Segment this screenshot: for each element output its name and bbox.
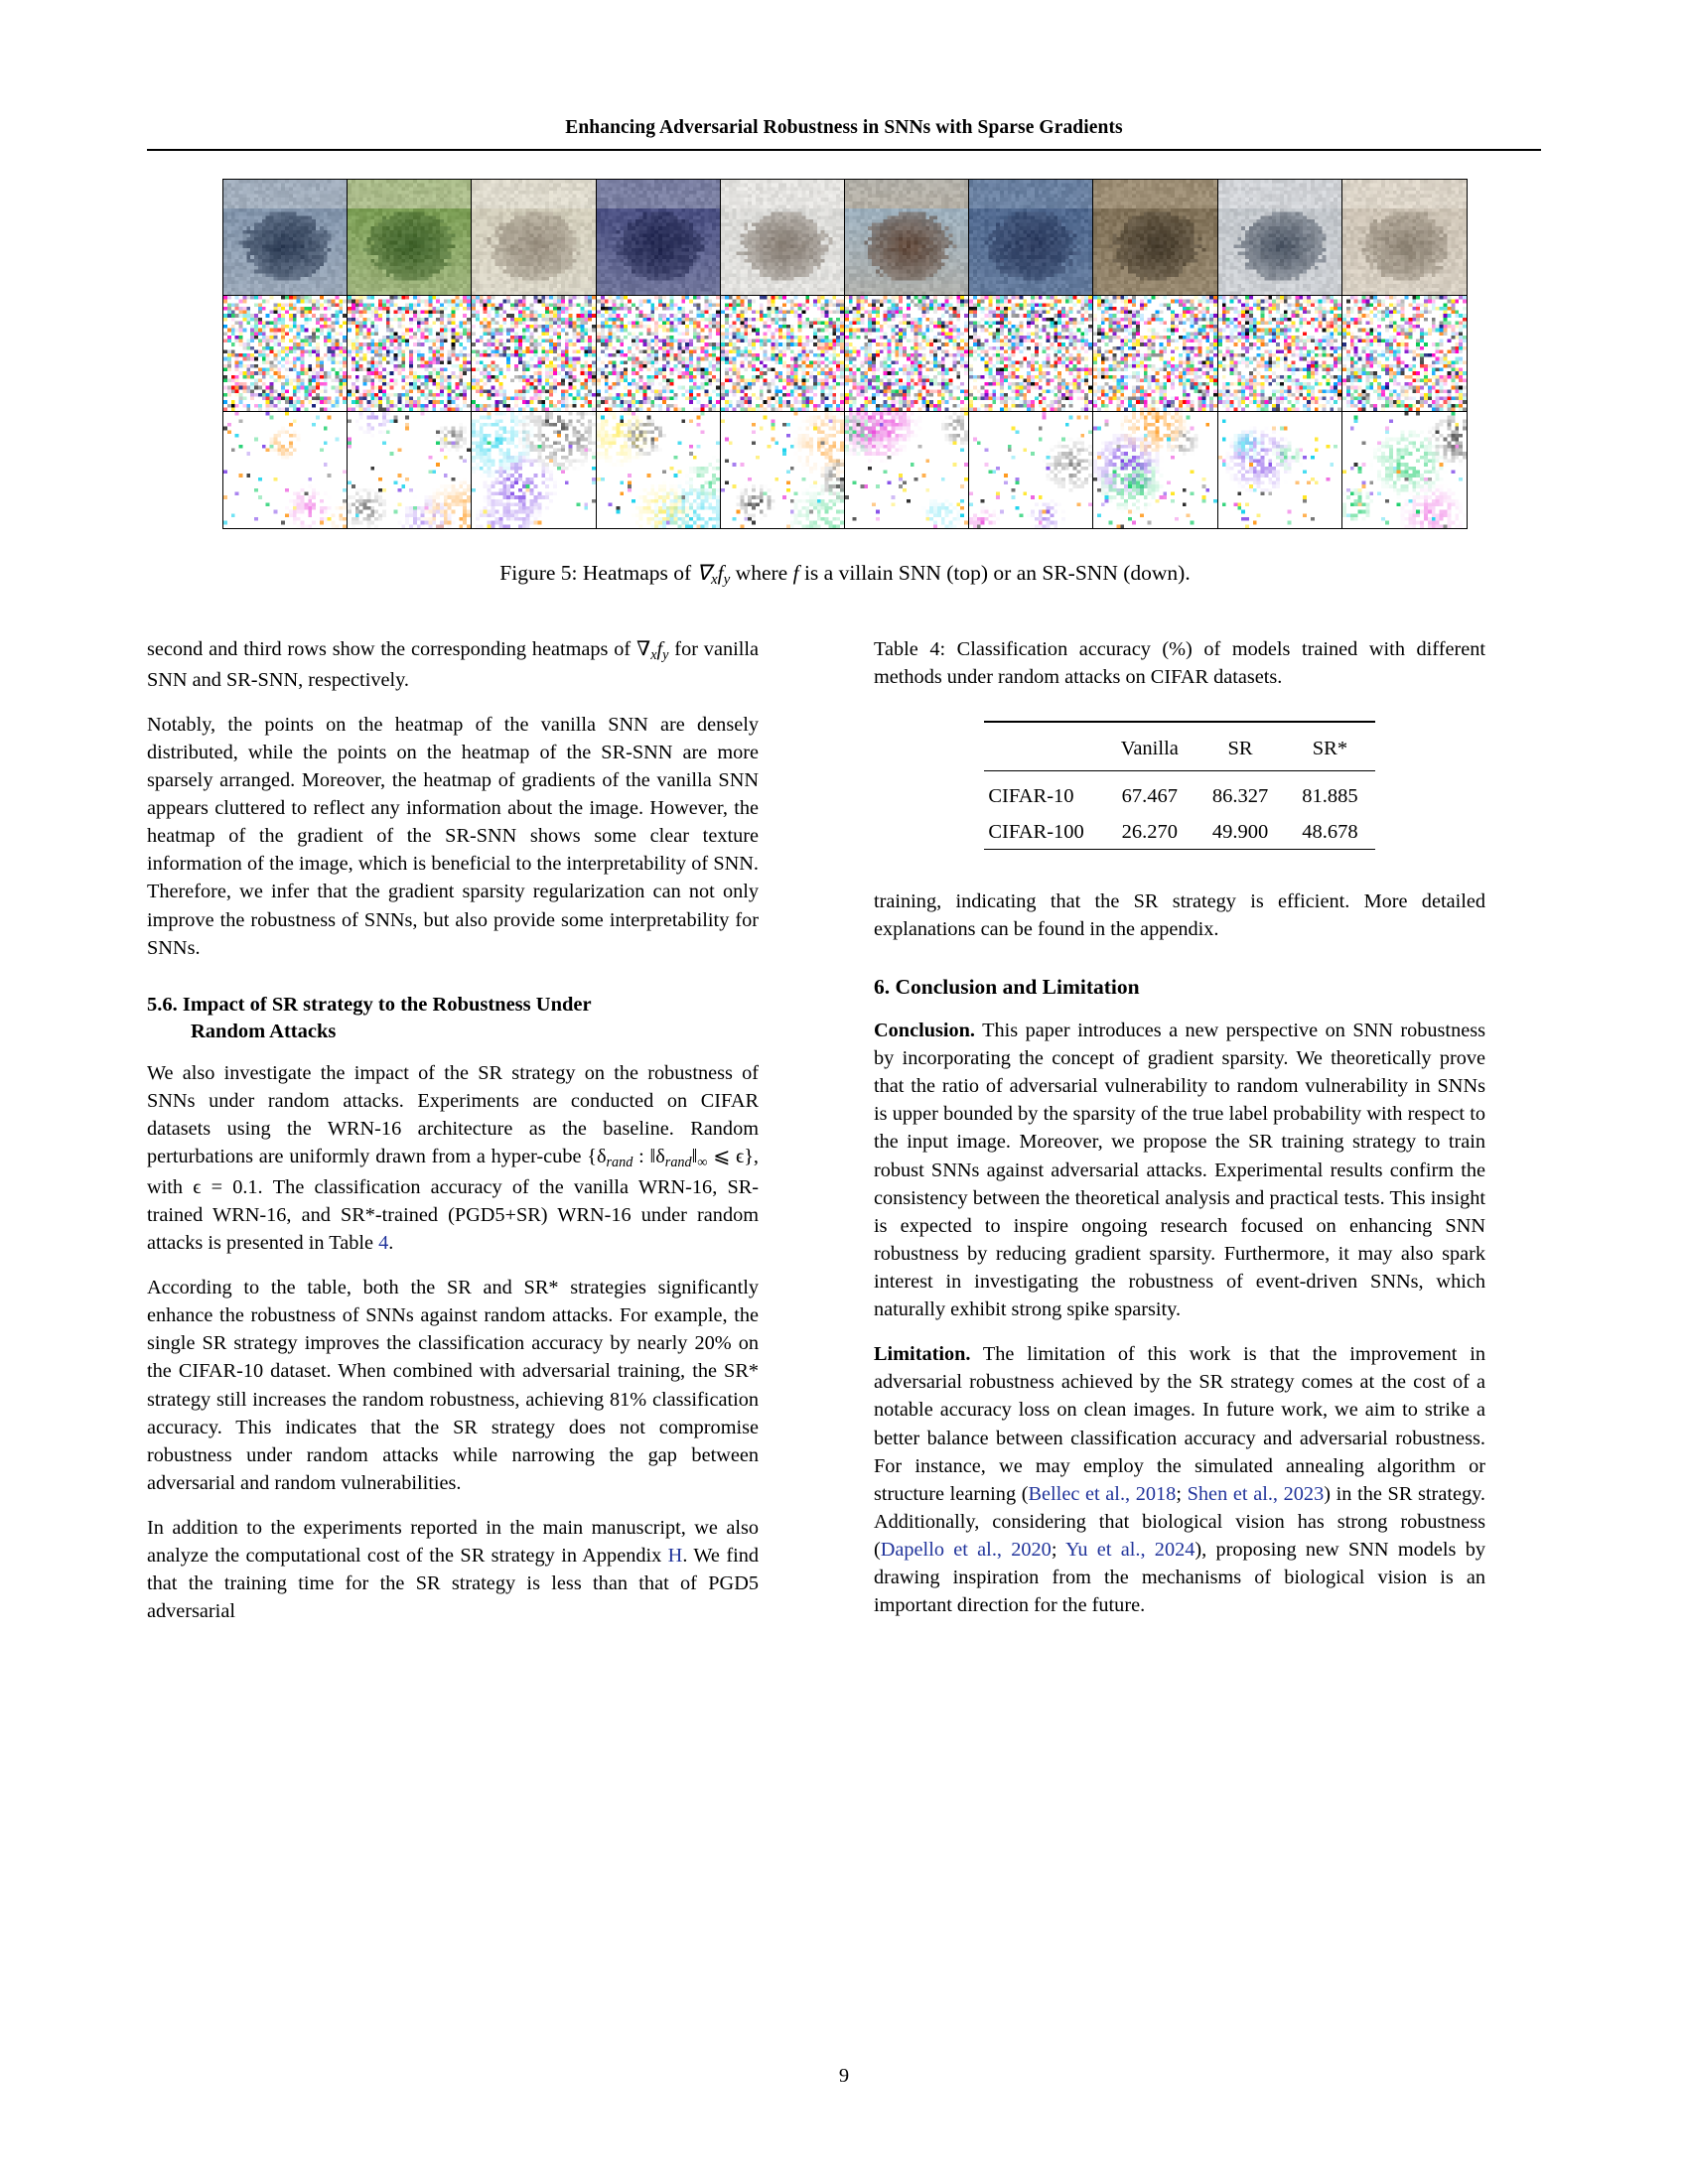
function-f-subscript-inline: y — [662, 646, 669, 663]
paragraph-continuation — [147, 635, 759, 694]
limitation-runin-label: Limitation. — [874, 1343, 971, 1366]
figure-cell-r3-c9 — [1218, 412, 1342, 528]
para3-text-d: ⩽ ϵ}, with ϵ = 0.1. The classification accuracy of the vanilla WRN-16, SR-trained WRN-16, and SR*-trained (PGD5+SR) WRN-16 under random attacks is presented in Table — [147, 1146, 759, 1254]
limitation-text-d: ; — [1051, 1539, 1065, 1562]
paragraph-experiments — [147, 1059, 759, 1257]
figure-5-caption — [222, 559, 1468, 591]
figure-cell-r3-c8 — [1093, 412, 1217, 528]
limitation-text-e: ), proposing new SNN models by drawing inspiration from the mechanisms of biological vision is an important direction for the future. — [874, 1539, 1485, 1617]
citation-bellec-2018[interactable]: Bellec et al., 2018 — [1028, 1482, 1177, 1505]
infinity-subscript: ∞ — [697, 1155, 708, 1171]
para5-text-a: In addition to the experiments reported in the main manuscript, we also analyze the computational cost of the SR strategy in Appendix — [147, 1516, 759, 1568]
para3-text-e: . — [388, 1231, 394, 1254]
paragraph-according-to-table: According to the table, both the SR and SR* strategies significantly enhance the robustness of SNNs against random attacks. For example, the single SR strategy improves the classification accuracy by nearly 20% on the CIFAR-10 dataset. When combined with adversarial training, the SR* strategy still increases the random robustness, achieving 81% classification accuracy. This indicates that the SR strategy does not compromise robustness under random attacks while narrowing the gap between adversarial and random vulnerabilities. — [147, 1277, 759, 1494]
delta-rand-subscript-1: rand — [606, 1155, 633, 1171]
table-4 — [984, 721, 1374, 854]
right-column — [874, 635, 1485, 1636]
table-cell: 49.900 — [1211, 820, 1269, 843]
figure-caption-text-2: where — [730, 561, 793, 585]
figure-cell-r1-c8 — [1093, 180, 1217, 296]
table-4-caption-text: Classification accuracy (%) of models trained with different methods under random attacks on CIFAR datasets. — [874, 638, 1485, 689]
citation-dapello-2020[interactable]: Dapello et al., 2020 — [880, 1539, 1052, 1562]
figure-cell-r2-c5 — [721, 296, 845, 412]
table-4-label: Table 4: — [874, 638, 946, 660]
figure-cell-r2-c2 — [348, 296, 472, 412]
table-cell: 48.678 — [1302, 820, 1358, 843]
table-row-label: CIFAR-10 — [988, 785, 1074, 808]
limitation-text-b: ; — [1176, 1482, 1188, 1505]
table-4-caption — [874, 635, 1485, 691]
function-f-2: f — [792, 561, 799, 585]
gradient-subscript-inline: x — [650, 646, 657, 663]
table-row-label: CIFAR-100 — [988, 820, 1084, 843]
figure-cell-r3-c10 — [1342, 412, 1467, 528]
table-column-header-2: SR — [1227, 738, 1253, 760]
paragraph-limitation — [874, 1340, 1485, 1619]
table-4-reference-link[interactable]: 4 — [378, 1231, 389, 1254]
figure-cell-r1-c2 — [348, 180, 472, 296]
figure-cell-r1-c9 — [1218, 180, 1342, 296]
figure-cell-r1-c7 — [969, 180, 1093, 296]
paragraph-training-efficiency: training, indicating that the SR strategy is efficient. More detailed explanations can be found in the appendix. — [874, 889, 1485, 940]
para3-text-a: We also investigate the impact of the SR strategy on the robustness of SNNs under random attacks. Experiments are conducted on CIFAR datasets using the WRN-16 architecture as the baseline. Random perturbations are uniformly drawn from a hyper-cube {δ — [147, 1061, 759, 1168]
running-header-title: Enhancing Adversarial Robustness in SNNs with Sparse Gradients — [565, 117, 1123, 138]
figure-cell-r1-c6 — [845, 180, 969, 296]
figure-cell-r3-c2 — [348, 412, 472, 528]
paragraph-conclusion — [874, 1017, 1485, 1323]
figure-image-grid — [222, 179, 1468, 529]
figure-cell-r2-c1 — [223, 296, 348, 412]
para3-text-b: : ‖δ — [633, 1146, 665, 1168]
figure-cell-r3-c1 — [223, 412, 348, 528]
figure-cell-r2-c3 — [472, 296, 596, 412]
figure-cell-r3-c3 — [472, 412, 596, 528]
figure-label: Figure 5: — [499, 561, 578, 585]
figure-cell-r3-c7 — [969, 412, 1093, 528]
figure-cell-r2-c6 — [845, 296, 969, 412]
header-rule — [147, 149, 1541, 151]
function-f-inline: f — [656, 638, 663, 660]
figure-cell-r3-c6 — [845, 412, 969, 528]
limitation-text-a: The limitation of this work is that the improvement in adversarial robustness achieved by the SR strategy comes at the cost of a notable accuracy loss on clean images. In future work, we aim to strike a better balance between classification accuracy and adversarial robustness. For instance, we may employ the simulated annealing algorithm or structure learning ( — [874, 1343, 1485, 1505]
figure-cell-r1-c5 — [721, 180, 845, 296]
table-column-header-0 — [984, 728, 1103, 770]
subsection-title-line2: Random Attacks — [191, 1020, 337, 1042]
paragraph-appendix — [147, 1514, 759, 1625]
table-row — [984, 774, 1374, 814]
gradient-symbol-inline: ∇ — [636, 638, 651, 660]
figure-cell-r1-c4 — [597, 180, 721, 296]
figure-caption-text-1: Heatmaps of — [582, 561, 697, 585]
figure-cell-r2-c4 — [597, 296, 721, 412]
figure-cell-r2-c10 — [1342, 296, 1467, 412]
figure-cell-r2-c9 — [1218, 296, 1342, 412]
table-cell: 81.885 — [1302, 785, 1358, 808]
table-row — [984, 814, 1374, 850]
delta-rand-subscript-2: rand — [664, 1155, 692, 1171]
table-cell: 67.467 — [1121, 785, 1179, 808]
figure-5 — [222, 179, 1468, 591]
function-f-subscript: y — [723, 572, 731, 589]
paragraph-notably: Notably, the points on the heatmap of the vanilla SNN are densely distributed, while the points on the heatmap of the SR-SNN are more sparsely arranged. Moreover, the heatmap of gradients of the vanilla SNN appears cluttered to reflect any information about the image. However, the heatmap of the gradient of the SR-SNN shows some clear texture information of the image, which is beneficial to the interpretability of SNN. Therefore, we infer that the gradient sparsity regularization can not only improve the robustness of SNNs, but also provide some interpretability for SNNs. — [147, 713, 759, 959]
para3-text-c: ‖ — [691, 1146, 698, 1168]
function-f: f — [717, 561, 724, 585]
page-number: 9 — [838, 2065, 850, 2087]
table-cell: 86.327 — [1211, 785, 1269, 808]
figure-cell-r2-c7 — [969, 296, 1093, 412]
limitation-text-c: ) in the SR strategy. Additionally, considering that biological vision has strong robustness ( — [874, 1482, 1485, 1562]
conclusion-body-text: This paper introduces a new perspective on SNN robustness by incorporating the concept of gradient sparsity. We theoretically prove that the ratio of adversarial vulnerability to random vulnerability in SNNs is upper bounded by the sparsity of the true label probability with respect to the input image. Moreover, we propose the SR training strategy to train robust SNNs against adversarial attacks. Experimental results confirm the consistency between the theoretical analysis and practical tests. This insight is expected to inspire ongoing research focused on enhancing SNN robustness by reducing gradient sparsity. Furthermore, it may also spark interest in investigating the robustness of event-driven SNNs, which naturally exhibit strong spike sparsity. — [874, 1020, 1485, 1321]
table-header-row — [984, 728, 1374, 770]
citation-yu-2024[interactable]: Yu et al., 2024 — [1064, 1539, 1196, 1562]
figure-caption-text-3: is a villain SNN (top) or an SR-SNN (down). — [798, 561, 1191, 585]
botrule-row — [984, 850, 1374, 854]
conclusion-runin-label: Conclusion. — [874, 1020, 976, 1042]
para1-text-a: second and third rows show the corresponding heatmaps of — [147, 638, 637, 660]
figure-cell-r3-c4 — [597, 412, 721, 528]
citation-shen-2023[interactable]: Shen et al., 2023 — [1187, 1482, 1325, 1505]
section-6-heading: 6. Conclusion and Limitation — [874, 975, 1140, 1000]
figure-cell-r3-c5 — [721, 412, 845, 528]
gradient-subscript: x — [710, 572, 718, 589]
gradient-symbol: ∇ — [696, 561, 711, 585]
subsection-title-line1: 5.6. Impact of SR strategy to the Robustness Under — [147, 993, 592, 1016]
table-column-header-1: Vanilla — [1120, 738, 1179, 760]
figure-cell-r1-c3 — [472, 180, 596, 296]
table-column-header-3: SR* — [1312, 738, 1348, 760]
figure-cell-r2-c8 — [1093, 296, 1217, 412]
subsection-5-6-heading — [147, 992, 759, 1045]
para5-text-b: . We find that the training time for the SR strategy is less than that of PGD5 adversarial — [147, 1545, 759, 1623]
figure-cell-r1-c1 — [223, 180, 348, 296]
left-column — [147, 635, 759, 1642]
figure-cell-r1-c10 — [1342, 180, 1467, 296]
table-cell: 26.270 — [1121, 820, 1179, 843]
para1-text-b: for vanilla SNN and SR-SNN, respectively. — [147, 638, 759, 691]
appendix-h-reference-link[interactable]: H — [667, 1545, 683, 1568]
